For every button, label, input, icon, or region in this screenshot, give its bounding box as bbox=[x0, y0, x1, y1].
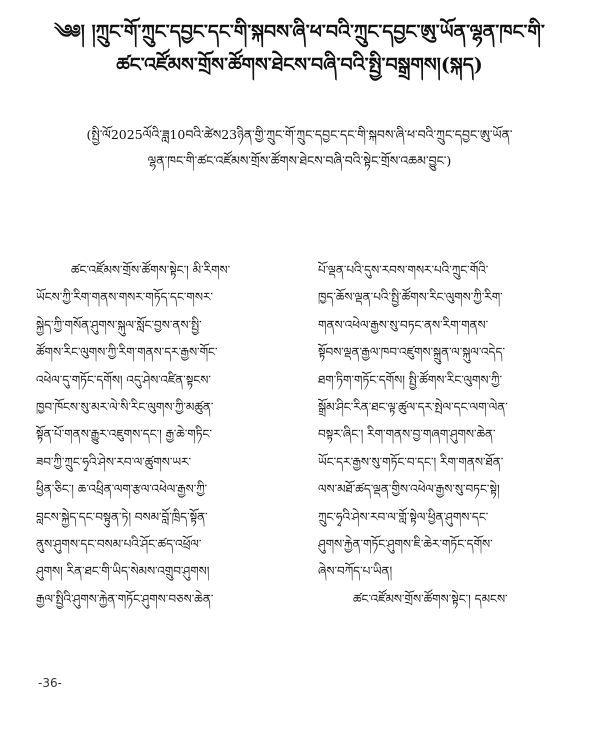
text-line: ཡོངས་ཀྱི་རིག་གནས་གསར་གཏོད་དང་གསར་ bbox=[36, 290, 213, 305]
text-line: ཞེས་བཀོད་པ་ཡིན། bbox=[318, 564, 393, 579]
text-line: ཚོགས་རིང་ལུགས་ཀྱི་རིག་གནས་དར་རྒྱས་གོང་ bbox=[36, 345, 218, 360]
text-line: ལས་མཐོ་ཚད་ལྡན་གྱིས་འཕེལ་རྒྱས་སུ་བཏང་སྟེ། bbox=[318, 482, 500, 497]
text-line: ཚང་འཛོམས་གྲོས་ཚོགས་སྟེང་། དམངས་ bbox=[353, 591, 508, 606]
subtitle-line-2: ལྷན་ཁང་གི་ཚང་འཛོམས་གྲོས་ཚོགས་ཐེངས་བཞི་བའི་སྟེང་གྲོས་འཆམ་བྱུང་) bbox=[147, 153, 452, 168]
text-line: ཡོང་དར་རྒྱས་སུ་གཏོང་བ་དང་། རིག་གནས་ཐོན་ bbox=[318, 454, 504, 469]
text-line: ཀྲུང་ཧྭའི་ཤེས་རབ་ལ་གློ་སྟེལ་ཕྱིན་ཤུགས་དང་ bbox=[318, 509, 489, 524]
text-line: ཟབ་ཀྱི་ཀྲུང་ཧྭའི་ཤེས་རབ་ལ་ཚུགས་ཡར་ bbox=[36, 454, 192, 469]
text-line: ཚང་འཛོམས་གྲོས་ཚོགས་སྟེང་། མི་རིགས་ bbox=[71, 263, 231, 277]
text-line: གནས་འཕེལ་རྒྱས་སུ་བཏང་ནས་རིག་གནས་ bbox=[318, 317, 489, 332]
title-line-2: ཚང་འཛོམས་གྲོས་ཚོགས་ཐེངས་བཞི་བའི་སྤྱི་བསྒྲགས།(སྐད) bbox=[116, 54, 483, 76]
title-line-1: ༄༅། །ཀྲུང་གོ་ཀྲུང་དབྱང་དང་གི་སྐབས་ཞི་ཕ་བའི་ཀྲུང་དབྱང་ཨུ་ཡོན་ལྷན་ཁང་གི་ bbox=[54, 21, 545, 43]
text-line: སྐྱེད་ཀྱི་གསོན་ཤུགས་སྐུལ་སློང་བྱས་ནས་སྤྱི་ bbox=[36, 317, 202, 332]
text-line: རྒྱལ་སྤྱིའི་ཤུགས་རྐྱེན་གཏོང་ཤུགས་བཅས་ཆེན་ bbox=[36, 591, 214, 606]
text-line: འཕེལ་དུ་གཏོང་དགོས། འདུ་ཤེས་འཛིན་སྟངས་ bbox=[36, 372, 211, 387]
text-line: སྟོན་པོ་གནས་རྒྱུར་འཇུགས་དང་། རྒྱ་ཆེ་གཏིང་ bbox=[36, 427, 212, 442]
text-line: ཁྱབ་ཁོངས་སུ་མར་ལེ་སི་རིང་ལུགས་ཀྱི་མཚུན་ bbox=[36, 400, 214, 415]
text-line: ཤུགས་རྐྱེན་གཏོང་ཤུགས་ཇི་ཆེར་གཏོང་དགོས་ bbox=[318, 537, 493, 552]
text-line: པོ་ལྡན་པའི་དུས་རབས་གསར་པའི་ཀྲུང་གོའི་ bbox=[318, 263, 489, 277]
text-line: བླངས་སྐྱེད་དང་བསྟུན་ཏེ། བསམ་བློ་ཁྲིད་སྟོན་ bbox=[36, 509, 208, 524]
text-line: བསྟར་ཞིང་། རིག་གནས་བྱ་གཞག་ཤུགས་ཆེན་ bbox=[318, 427, 496, 442]
text-line: ཤུགས། རིན་ཐང་གི་ཡིད་སེམས་འགྲུབ་ཤུགས། bbox=[36, 564, 210, 579]
text-line: ནུས་ཤུགས་དང་བསམ་པའི་ཤོང་ཚད་འཕྲོལ་ bbox=[36, 537, 202, 552]
text-line: ཁྱད་ཆོས་ལྡན་པའི་སྤྱི་ཚོགས་རིང་ལུགས་ཀྱི་རིག་ bbox=[318, 290, 503, 305]
page-title bbox=[28, 18, 571, 80]
body-column-left bbox=[36, 257, 288, 613]
text-line: སྒྲོམ་ཤིང་རིན་ཐང་ལྟ་ཚུལ་དར་སྤེལ་དང་ལག་ལེན་ bbox=[318, 400, 508, 415]
body-column-right bbox=[318, 257, 580, 613]
page-number: -36- bbox=[38, 676, 62, 690]
text-line: ཐག་ཏིག་གཏོང་དགོས། སྤྱི་ཚོགས་རིང་ལུགས་ཀྱི་ bbox=[318, 372, 502, 387]
text-line: སྟོབས་ལྡན་རྒྱལ་ཁབ་འཛུགས་སྐྲུན་ལ་སྐུལ་འདེད་ bbox=[318, 345, 505, 360]
subtitle bbox=[60, 122, 539, 174]
text-line: ཕྱིན་ཅིང་། ཆ་འཕྲིན་ལག་རྩལ་འཕེལ་རྒྱས་ཀྱི་ bbox=[36, 482, 208, 497]
subtitle-line-1: (སྤྱི་ལོ2025ལོའི་ཟླ10བའི་ཚེས23ཉིན་གྱི་ཀྲུང་གོ་ཀྲུང་དབྱང་དང་གི་སྐབས་ཞི་ཕ་བའི་ཀྲུང་དབྱང་ཨུ་ཡོན་ bbox=[86, 127, 513, 142]
